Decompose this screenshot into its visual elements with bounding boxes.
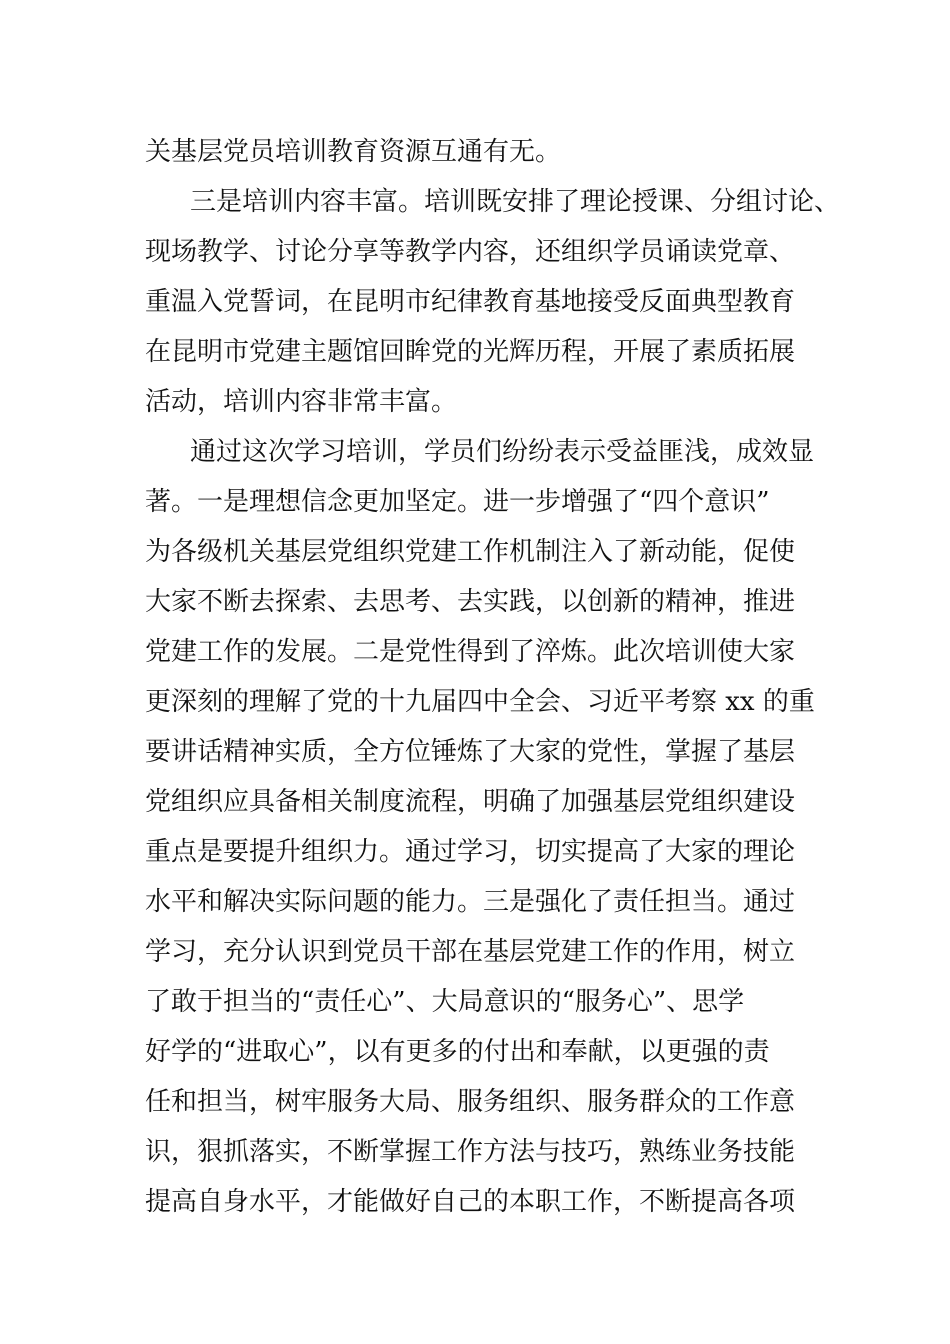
text-line-1: 关基层党员培训教育资源互通有无。 (145, 137, 562, 167)
text-line-10: 大家不断去探索、去思考、去实践，以创新的精神，推进 (145, 587, 796, 617)
text-line-4: 重温入党誓词，在昆明市纪律教育基地接受反面典型教育 (145, 287, 796, 317)
text-line-3: 现场教学、讨论分享等教学内容，还组织学员诵读党章、 (145, 237, 796, 267)
text-line-14: 党组织应具备相关制度流程，明确了加强基层党组织建设 (145, 787, 796, 817)
text-line-9: 为各级机关基层党组织党建工作机制注入了新动能，促使 (145, 537, 796, 567)
text-line-16: 水平和解决实际问题的能力。三是强化了责任担当。通过 (145, 887, 796, 917)
text-line-21: 识，狠抓落实，不断掌握工作方法与技巧，熟练业务技能 (145, 1137, 796, 1167)
text-line-22: 提高自身水平，才能做好自己的本职工作，不断提高各项 (145, 1187, 796, 1217)
text-line-11: 党建工作的发展。二是党性得到了淬炼。此次培训使大家 (145, 637, 796, 667)
text-line-19: 好学的“进取心”，以有更多的付出和奉献，以更强的责 (145, 1037, 770, 1067)
text-line-2: 三是培训内容丰富。培训既安排了理论授课、分组讨论、 (190, 187, 841, 217)
text-line-17: 学习，充分认识到党员干部在基层党建工作的作用，树立 (145, 937, 796, 967)
text-line-18: 了敢于担当的“责任心”、大局意识的“服务心”、思学 (145, 987, 745, 1017)
text-line-6: 活动，培训内容非常丰富。 (145, 387, 458, 417)
text-line-12: 更深刻的理解了党的十九届四中全会、习近平考察 xx 的重 (145, 687, 815, 717)
text-line-13: 要讲话精神实质，全方位锤炼了大家的党性，掌握了基层 (145, 737, 796, 767)
text-line-20: 任和担当，树牢服务大局、服务组织、服务群众的工作意 (145, 1087, 796, 1117)
text-line-7: 通过这次学习培训，学员们纷纷表示受益匪浅，成效显 (190, 437, 815, 467)
text-line-15: 重点是要提升组织力。通过学习，切实提高了大家的理论 (145, 837, 796, 867)
text-line-5: 在昆明市党建主题馆回眸党的光辉历程，开展了素质拓展 (145, 337, 796, 367)
text-line-8: 著。一是理想信念更加坚定。进一步增强了“四个意识” (145, 487, 770, 517)
